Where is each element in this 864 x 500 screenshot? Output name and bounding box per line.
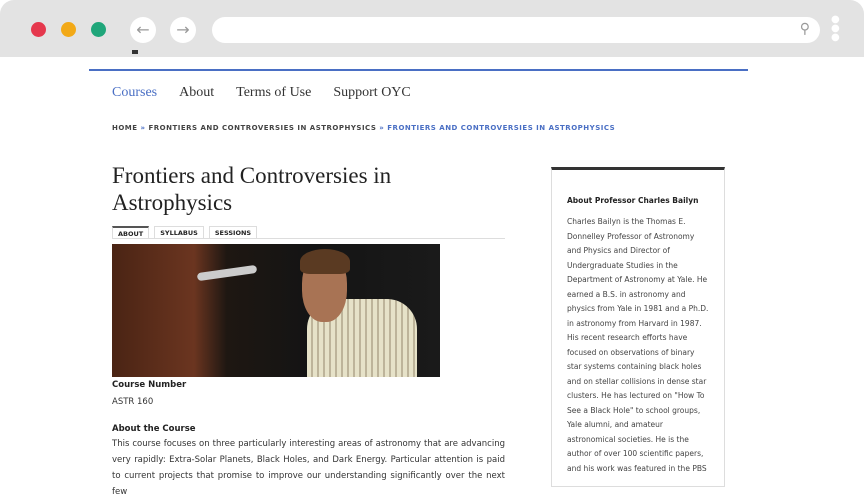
header-divider: [89, 69, 748, 71]
about-course-text: This course focuses on three particularly interesting areas of astronomy that are advancing very rapidly: Extra-Solar Planets, Black Holes, and Dark Energy. Particular attention is paid to current projects that promise to improve our understanding significantly over the next few: [112, 439, 505, 497]
nav-courses[interactable]: Courses: [112, 85, 158, 100]
close-window-button[interactable]: [31, 22, 46, 37]
main-nav: [112, 85, 411, 101]
breadcrumb-separator: »: [379, 124, 385, 132]
breadcrumb: [112, 124, 615, 132]
nav-support[interactable]: Support OYC: [333, 85, 411, 100]
back-button[interactable]: [130, 17, 156, 43]
course-number-label: Course Number: [112, 380, 187, 390]
course-number: ASTR 160: [112, 397, 154, 407]
forward-button[interactable]: [170, 17, 196, 43]
sidebar-title: About Professor Charles Bailyn: [567, 196, 699, 205]
minimize-window-button[interactable]: [61, 22, 76, 37]
tab-sessions[interactable]: SESSIONS: [209, 226, 257, 239]
search-icon: ⚲: [799, 21, 810, 37]
arrow-left-icon: ←: [136, 20, 150, 39]
course-tabs: [112, 226, 505, 239]
breadcrumb-separator: »: [140, 124, 146, 132]
professor-sidebar: [551, 167, 725, 487]
breadcrumb-current: FRONTIERS AND CONTROVERSIES IN ASTROPHYSICS: [387, 124, 616, 132]
menu-kebab-button[interactable]: ● ● ●: [831, 14, 840, 43]
tab-about[interactable]: ABOUT: [112, 226, 149, 239]
maximize-window-button[interactable]: [91, 22, 106, 37]
nav-about[interactable]: About: [179, 85, 215, 100]
about-course-label: About the Course: [112, 424, 196, 434]
tab-syllabus[interactable]: SYLLABUS: [154, 226, 204, 239]
breadcrumb-parent[interactable]: FRONTIERS AND CONTROVERSIES IN ASTROPHYSICS: [148, 124, 377, 132]
nav-terms[interactable]: Terms of Use: [236, 85, 312, 100]
breadcrumb-home[interactable]: HOME: [112, 124, 138, 132]
address-bar[interactable]: [212, 17, 820, 43]
arrow-right-icon: →: [176, 20, 190, 39]
browser-toolbar: [0, 0, 864, 57]
page-title: Frontiers and Controversies in Astrophysics: [112, 163, 392, 215]
site-logo[interactable]: [132, 50, 138, 54]
professor-bio: Charles Bailyn is the Thomas E. Donnelley Professor of Astronomy and Physics and Director of Undergraduate Studies in the Department of Astronomy at Yale. He earned a B.S. in astronomy and physics from Yale in 1981 and a Ph.D. in astronomy from Harvard in 1987. His recent research efforts have focused on observations of binary star systems containing black holes and on stellar collisions in dense star clusters. He has lectured on "How To See a Black Hole" to school groups, Yale alumni, and amateur astronomical societies. He is the author of over 100 scientific papers, and his work was featured in the PBS: [567, 217, 709, 473]
professor-photo: [112, 244, 440, 377]
